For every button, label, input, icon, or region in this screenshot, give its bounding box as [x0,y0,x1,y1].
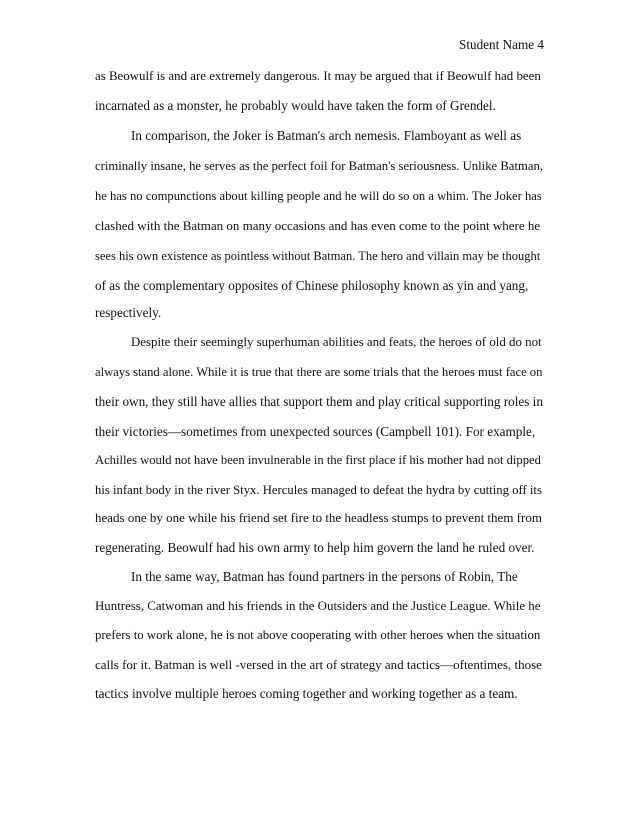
paragraph-first-line: Despite their seemingly superhuman abilities and feats, the heroes of old do not [131,335,542,349]
paragraph-first-line: In comparison, the Joker is Batman's arch nemesis. Flamboyant as well as [131,128,522,143]
text-line: tactics involve multiple heroes coming together and working together as a team. [95,686,518,701]
text-line: calls for it. Batman is well -versed in the art of strategy and tactics—oftentimes, those [95,657,542,672]
text-line: prefers to work alone, he is not above cooperating with other heroes when the situation [95,628,541,642]
text-line: Huntress, Catwoman and his friends in the Outsiders and the Justice League. While he [95,599,541,613]
text-line: their victories—sometimes from unexpected sources (Campbell 101). For example, [95,424,536,439]
text-line: sees his own existence as pointless without Batman. The hero and villain may be thought [95,249,541,263]
text-line: he has no compunctions about killing people and he will do so on a whim. The Joker has [95,189,542,203]
text-line: respectively. [95,305,162,320]
text-line: incarnated as a monster, he probably would have taken the form of Grendel. [95,98,496,113]
text-line: their own, they still have allies that support them and play critical supporting roles in [95,394,543,409]
text-line: always stand alone. While it is true that there are some trials that the heroes must face on [95,365,543,379]
text-line: his infant body in the river Styx. Hercules managed to defeat the hydra by cutting off its [95,483,542,497]
text-line: of as the complementary opposites of Chinese philosophy known as yin and yang, [95,278,529,293]
paragraph-first-line: In the same way, Batman has found partners in the persons of Robin, The [131,569,518,584]
text-line: heads one by one while his friend set fire to the headless stumps to prevent them from [95,510,542,525]
text-line: regenerating. Beowulf had his own army to help him govern the land he ruled over. [95,540,535,555]
text-line: clashed with the Batman on many occasions and has even come to the point where he [95,218,541,233]
text-line: as Beowulf is and are extremely dangerous. It may be argued that if Beowulf had been [95,69,541,83]
text-line: Achilles would not have been invulnerable in the first place if his mother had not dipped [95,453,541,467]
text-line: criminally insane, he serves as the perfect foil for Batman's seriousness. Unlike Batman, [95,159,543,173]
running-head: Student Name 4 [459,37,544,52]
